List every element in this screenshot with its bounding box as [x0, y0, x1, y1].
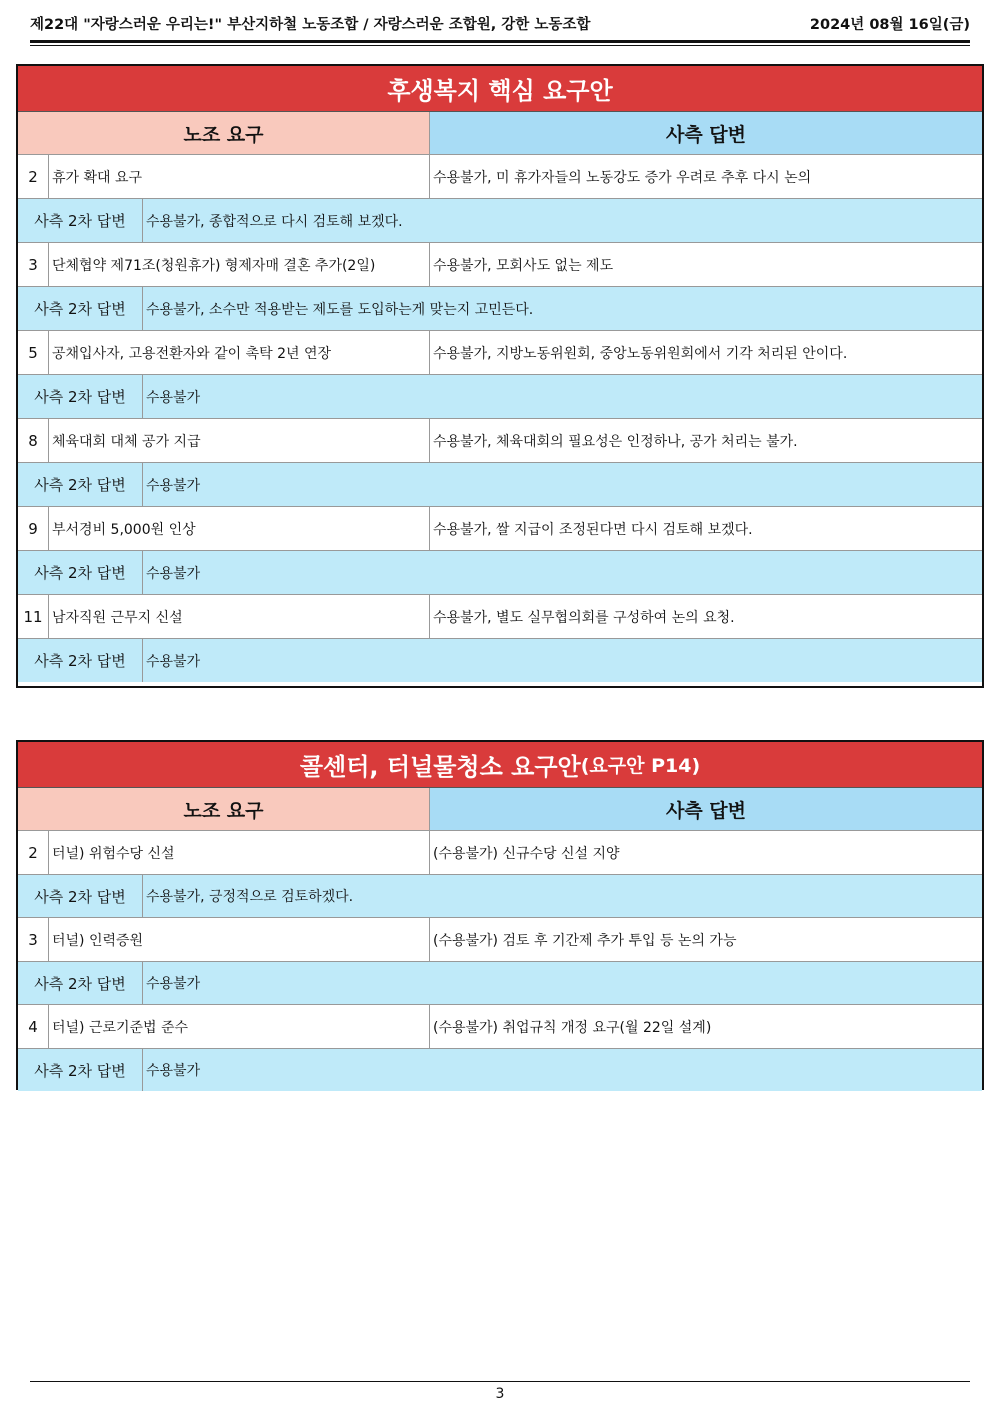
company-reply: (수용불가) 신규수당 신설 지양 [433, 845, 620, 862]
second-reply-text: 수용불가 [146, 976, 201, 992]
second-reply-label: 사측 2차 답변 [18, 287, 143, 330]
second-reply-row [18, 463, 982, 507]
second-reply-label: 사측 2차 답변 [18, 463, 143, 506]
union-demand: 공채입사자, 고용전환자와 같이 촉탁 2년 연장 [49, 331, 430, 374]
table-row [18, 243, 982, 287]
table-row [18, 831, 982, 875]
column-header [18, 788, 982, 831]
second-reply-text: 수용불가, 긍정적으로 검토하겠다. [146, 889, 354, 905]
second-reply-row [18, 639, 982, 682]
table-row [18, 331, 982, 375]
union-demand: 단체협약 제71조(청원휴가) 형제자매 결혼 추가(2일) [49, 243, 430, 286]
union-demand: 터널) 인력증원 [49, 918, 430, 961]
union-demand: 체육대회 대체 공가 지급 [49, 419, 430, 462]
table-row [18, 918, 982, 962]
union-demand: 터널) 위험수당 신설 [49, 831, 430, 874]
item-number: 11 [18, 595, 49, 638]
item-number: 5 [18, 331, 49, 374]
header-union-title: 제22대 "자랑스러운 우리는!" 부산지하철 노동조합 / 자랑스러운 조합원, 강한 노동조합 [30, 16, 591, 33]
second-reply-row [18, 875, 982, 918]
second-reply-text: 수용불가, 종합적으로 다시 검토해 보겠다. [146, 213, 403, 230]
table-row [18, 1005, 982, 1049]
union-demand: 휴가 확대 요구 [49, 155, 430, 198]
second-reply-label: 사측 2차 답변 [18, 375, 143, 418]
item-number: 2 [18, 831, 49, 874]
company-reply: 수용불가, 지방노동위원회, 중앙노동위원회에서 기각 처리된 안이다. [433, 345, 848, 362]
second-reply-label: 사측 2차 답변 [18, 551, 143, 594]
section-title: 후생복지 핵심 요구안 [18, 66, 982, 112]
second-reply-label: 사측 2차 답변 [18, 962, 143, 1004]
union-demand: 부서경비 5,000원 인상 [49, 507, 430, 550]
company-reply: 수용불가, 모회사도 없는 제도 [433, 257, 614, 274]
column-header [18, 112, 982, 155]
column-company-reply: 사측 답변 [430, 112, 982, 154]
second-reply-label: 사측 2차 답변 [18, 875, 143, 917]
second-reply-label: 사측 2차 답변 [18, 639, 143, 682]
second-reply-text: 수용불가 [146, 389, 201, 406]
second-reply-row [18, 1049, 982, 1091]
table-row [18, 155, 982, 199]
union-demand: 남자직원 근무지 신설 [49, 595, 430, 638]
table-row [18, 595, 982, 639]
second-reply-label: 사측 2차 답변 [18, 1049, 143, 1091]
second-reply-text: 수용불가, 소수만 적용받는 제도를 도입하는게 맞는지 고민든다. [146, 301, 534, 318]
table-row [18, 507, 982, 551]
union-demand: 터널) 근로기준법 준수 [49, 1005, 430, 1048]
second-reply-text: 수용불가 [146, 477, 201, 494]
item-number: 3 [18, 918, 49, 961]
company-reply: (수용불가) 취업규칙 개정 요구(월 22일 설계) [433, 1019, 712, 1036]
second-reply-row [18, 287, 982, 331]
page-number: 3 [495, 1386, 505, 1402]
page-header [30, 10, 970, 36]
company-reply: 수용불가, 미 휴가자들의 노동강도 증가 우려로 추후 다시 논의 [433, 169, 812, 186]
welfare-demands-table [16, 64, 984, 688]
second-reply-row [18, 962, 982, 1005]
second-reply-row [18, 375, 982, 419]
footer-rule [30, 1381, 970, 1382]
second-reply-text: 수용불가 [146, 653, 201, 670]
second-reply-text: 수용불가 [146, 1063, 201, 1079]
company-reply: 수용불가, 쌀 지급이 조정된다면 다시 검토해 보겠다. [433, 521, 753, 538]
header-rule-thick [30, 40, 970, 43]
company-reply: (수용불가) 검토 후 기간제 추가 투입 등 논의 가능 [433, 932, 737, 949]
second-reply-row [18, 199, 982, 243]
column-union-demand: 노조 요구 [18, 788, 430, 830]
item-number: 3 [18, 243, 49, 286]
second-reply-row [18, 551, 982, 595]
callcenter-tunnel-demands-table [16, 740, 984, 1090]
header-rule-thin [30, 45, 970, 46]
second-reply-label: 사측 2차 답변 [18, 199, 143, 242]
section-title: 콜센터, 터널물청소 요구안 (요구안 P14) [18, 742, 982, 788]
item-number: 8 [18, 419, 49, 462]
company-reply: 수용불가, 체육대회의 필요성은 인정하나, 공가 처리는 불가. [433, 433, 798, 450]
company-reply: 수용불가, 별도 실무협의회를 구성하여 논의 요청. [433, 609, 735, 626]
table-row [18, 419, 982, 463]
item-number: 4 [18, 1005, 49, 1048]
column-union-demand: 노조 요구 [18, 112, 430, 154]
header-date: 2024년 08월 16일(금) [809, 16, 970, 33]
second-reply-text: 수용불가 [146, 565, 201, 582]
item-number: 9 [18, 507, 49, 550]
column-company-reply: 사측 답변 [430, 788, 982, 830]
item-number: 2 [18, 155, 49, 198]
